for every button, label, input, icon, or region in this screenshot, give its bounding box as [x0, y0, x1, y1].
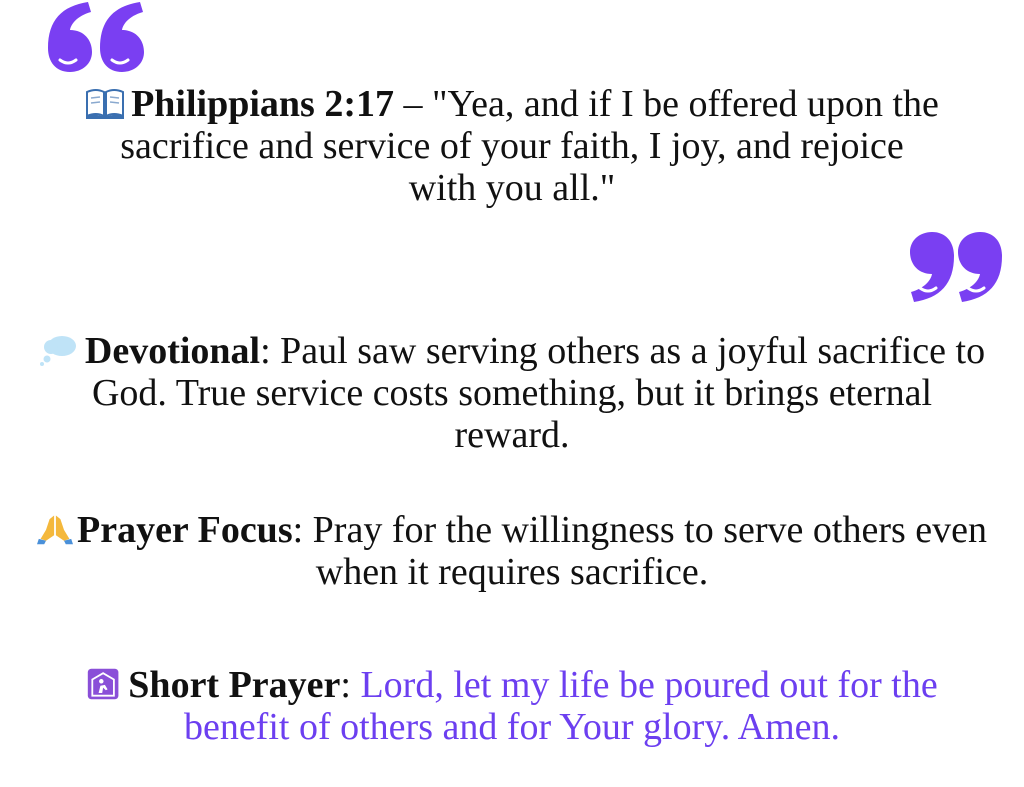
devotional-block: [0, 330, 1024, 456]
prayer-focus-text: Pray for the willingness to serve others even when it requires sacrifice.: [312, 509, 988, 593]
verse-reference: Philippians 2:17: [131, 83, 394, 125]
short-prayer-block: [0, 664, 1024, 748]
place-of-worship-icon: [86, 667, 122, 701]
devotional-separator: :: [260, 330, 281, 372]
short-prayer-separator: :: [340, 664, 361, 706]
verse-separator: –: [394, 83, 432, 125]
short-prayer-heading: Short Prayer: [128, 664, 341, 706]
thought-bubble-icon: [39, 333, 79, 367]
praying-hands-icon: [37, 512, 73, 546]
prayer-focus-heading: Prayer Focus: [76, 509, 293, 551]
prayer-focus-separator: :: [292, 509, 313, 551]
verse-block: [0, 83, 1024, 209]
verse-text: "Yea, and if I be offered upon the sacrifice and service of your faith, I joy, and rejoice with you all.": [120, 83, 939, 209]
short-prayer-text: Lord, let my life be poured out for the benefit of others and for Your glory. Amen.: [183, 664, 938, 748]
devotional-heading: Devotional: [84, 330, 261, 372]
open-quote-icon: [44, 0, 148, 74]
open-book-icon: [85, 86, 125, 120]
close-quote-icon: [906, 226, 1006, 304]
devotional-text: Paul saw serving others as a joyful sacrifice to God. True service costs something, but it brings eternal reward.: [91, 330, 986, 456]
prayer-focus-block: [0, 509, 1024, 593]
